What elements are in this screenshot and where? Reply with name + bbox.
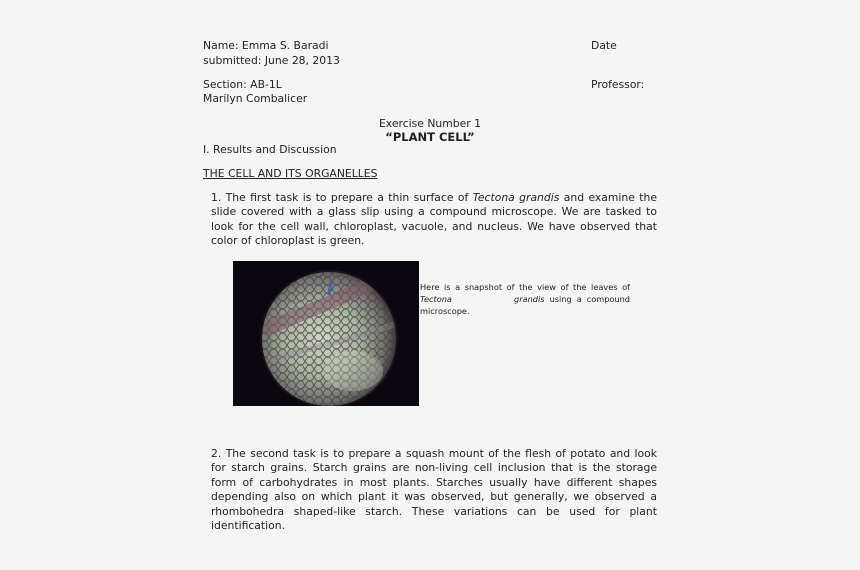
paragraph-1-end: and examine the slide covered with a glass slip using a compound microscope. We are tasked to look for the cell wall, chloroplast, vacuole, and nucleus. We have observed that color of chloroplast is green. (211, 191, 658, 248)
caption-end: using a compound microscope. (420, 294, 631, 316)
submitted-line: submitted: June 28, 2013 (203, 54, 340, 67)
species-name: Tectona grandis (472, 191, 560, 204)
professor-label: Professor: (591, 78, 645, 91)
caption-species: grandis (514, 294, 545, 304)
date-label: Date (591, 39, 617, 52)
paragraph-2: 2. The second task is to prepare a squash mount of the flesh of potato and look for starch grains. Starch grains are non-living cell inclusion that is the storage form of carbohydrates in most plants. Starches usually have different shapes depending also on which plant it was observed, but generally, we observed a rhombohedra shaped-like starch. These variations can be used for plant identification. (211, 447, 657, 533)
organelles-heading: THE CELL AND ITS ORGANELLES (203, 167, 378, 180)
microscope-view-image (233, 261, 419, 406)
name-line: Name: Emma S. Baradi (203, 39, 329, 52)
section-line: Section: AB-1L (203, 78, 282, 91)
microscope-photo (233, 261, 419, 406)
results-heading: I. Results and Discussion (203, 143, 337, 156)
caption-start: Here is a snapshot of the view of the leaves of (420, 282, 630, 292)
caption-genus: Tectona (420, 294, 452, 304)
photo-caption (420, 281, 630, 317)
paragraph-1-start: 1. The first task is to prepare a thin surface of (211, 191, 473, 204)
exercise-number: Exercise Number 1 (378, 117, 482, 130)
paragraph-1 (211, 191, 657, 249)
document-title: “PLANT CELL” (385, 130, 475, 144)
professor-name: Marilyn Combalicer (203, 92, 308, 105)
